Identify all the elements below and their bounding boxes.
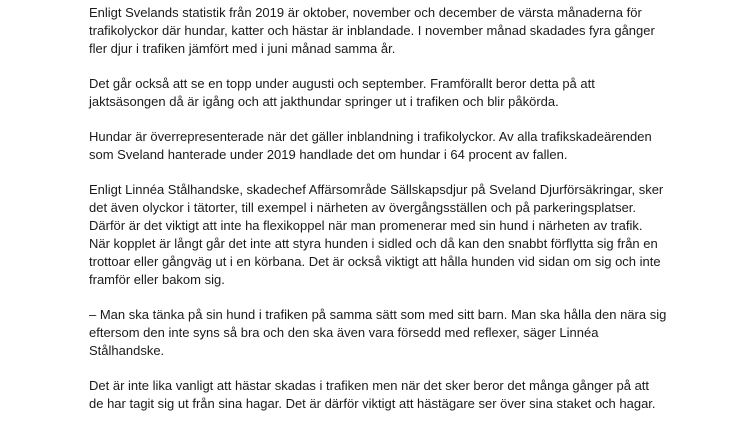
- paragraph-hunting-season: Det går också att se en topp under augusti och september. Framförallt beror detta på att jaktsäsongen då är igång och att jakthundar springer ut i trafiken och blir påkörda.: [89, 76, 595, 109]
- paragraph-dogs-overrepresented: Hundar är överrepresenterade när det gäller inblandning i trafikolyckor. Av alla trafikskadeärenden som Sveland hanterade under 2019 handlade det om hundar i 64 procent av fallen.: [89, 129, 652, 162]
- paragraph-urban-accidents: Enligt Linnéa Stålhandske, skadechef Affärsområde Sällskapsdjur på Sveland Djurförsäkringar, sker det även olyckor i tätorter, till exempel i närheten av övergångsställen och på parkeringsplatser. Därför är det viktigt att inte ha flexikoppel när man promenerar med sin hund i närheten av trafik. När kopplet är långt går det inte att styra hunden i sidled och då kan den snabbt förflytta sig från en trottoar eller gångväg ut i en körbana. Det är också viktigt att hålla hunden vid sidan om sig och inte framför eller bakom sig.: [89, 182, 664, 287]
- document-body: [89, 4, 689, 430]
- paragraph-quote: – Man ska tänka på sin hund i trafiken på samma sätt som med sitt barn. Man ska hålla den nära sig eftersom den inte syns så bra och den ska även vara försedd med reflexer, säger Linnéa Stålhandske.: [89, 307, 667, 358]
- paragraph-statistics: Enligt Svelands statistik från 2019 är oktober, november och december de värsta månaderna för trafikolyckor där hundar, katter och hästar är inblandade. I november månad skadades fyra gånger fler djur i trafiken jämfört med i juni månad samma år.: [89, 5, 655, 56]
- paragraph-horses: Det är inte lika vanligt att hästar skadas i trafiken men när det sker beror det många gånger på att de har tagit sig ut från sina hagar. Det är därför viktigt att hästägare ser över sina staket och hagar.: [89, 378, 656, 411]
